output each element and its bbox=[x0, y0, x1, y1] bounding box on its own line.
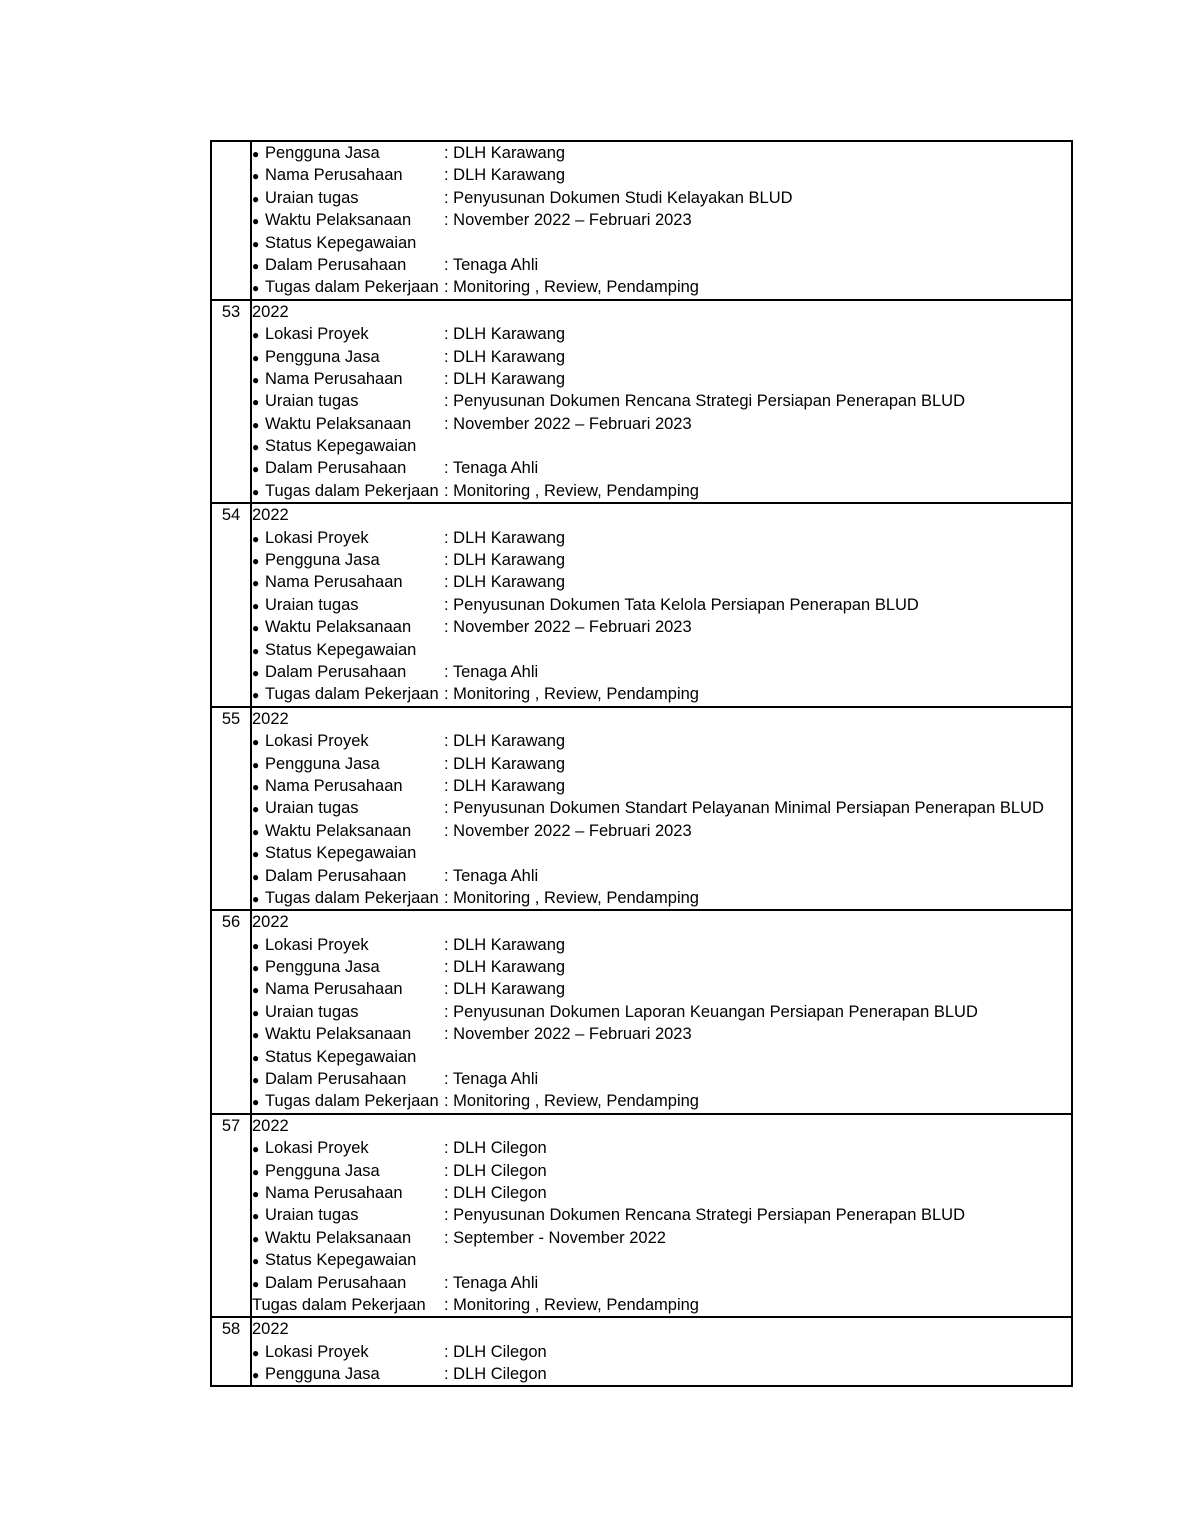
detail-label: Tugas dalam Pekerjaan bbox=[265, 481, 439, 500]
detail-value: : DLH Karawang bbox=[444, 573, 566, 592]
bullet-icon: ● bbox=[252, 688, 260, 703]
bullet-icon: ● bbox=[252, 395, 260, 410]
detail-value: : Monitoring , Review, Pendamping bbox=[444, 481, 699, 500]
detail-value: : DLH Cilegon bbox=[444, 1161, 547, 1180]
detail-line bbox=[252, 1160, 1071, 1182]
detail-label: Dalam Perusahaan bbox=[265, 255, 407, 274]
detail-line bbox=[252, 956, 1071, 978]
bullet-icon: ● bbox=[252, 757, 260, 772]
bullet-icon: ● bbox=[252, 1164, 260, 1179]
detail-line bbox=[252, 142, 1071, 164]
detail-line bbox=[252, 1090, 1071, 1112]
bullet-icon: ● bbox=[252, 643, 260, 658]
bullet-icon: ● bbox=[252, 891, 260, 906]
detail-line bbox=[252, 232, 1071, 254]
bullet-icon: ● bbox=[252, 1209, 260, 1224]
detail-line bbox=[252, 1182, 1071, 1204]
detail-label: Dalam Perusahaan bbox=[265, 1070, 407, 1089]
detail-line bbox=[252, 1363, 1071, 1385]
table-row bbox=[211, 1114, 1072, 1318]
detail-label: Pengguna Jasa bbox=[265, 551, 380, 570]
bullet-icon: ● bbox=[252, 983, 260, 998]
row-content bbox=[251, 503, 1072, 707]
detail-value: : DLH Karawang bbox=[444, 754, 566, 773]
row-year: 2022 bbox=[252, 506, 289, 525]
row-year: 2022 bbox=[252, 913, 289, 932]
detail-value: : November 2022 – Februari 2023 bbox=[444, 211, 692, 230]
detail-label: Lokasi Proyek bbox=[265, 325, 369, 344]
detail-line bbox=[252, 594, 1071, 616]
detail-label: Status Kepegawaian bbox=[265, 233, 417, 252]
row-number: 53 bbox=[211, 300, 251, 504]
detail-value: : Tenaga Ahli bbox=[444, 1070, 539, 1089]
detail-label: Lokasi Proyek bbox=[265, 528, 369, 547]
detail-value: : DLH Cilegon bbox=[444, 1139, 547, 1158]
detail-value: : DLH Karawang bbox=[444, 369, 566, 388]
table-row bbox=[211, 503, 1072, 707]
row-content bbox=[251, 910, 1072, 1114]
bullet-icon: ● bbox=[252, 1028, 260, 1043]
detail-value: : Monitoring , Review, Pendamping bbox=[444, 1092, 699, 1111]
row-content bbox=[251, 1114, 1072, 1318]
row-number: 54 bbox=[211, 503, 251, 707]
detail-value: : Penyusunan Dokumen Rencana Strategi Persiapan Penerapan BLUD bbox=[444, 392, 965, 411]
detail-label: Nama Perusahaan bbox=[265, 980, 403, 999]
detail-value: : Penyusunan Dokumen Studi Kelayakan BLUD bbox=[444, 188, 793, 207]
detail-line bbox=[252, 390, 1071, 412]
detail-label: Pengguna Jasa bbox=[265, 958, 380, 977]
detail-value: : DLH Karawang bbox=[444, 528, 566, 547]
bullet-icon: ● bbox=[252, 1231, 260, 1246]
detail-line bbox=[252, 368, 1071, 390]
detail-line bbox=[252, 978, 1071, 1000]
table-row bbox=[211, 300, 1072, 504]
bullet-icon: ● bbox=[252, 779, 260, 794]
detail-value: : DLH Karawang bbox=[444, 980, 566, 999]
detail-label: Dalam Perusahaan bbox=[265, 1273, 407, 1292]
bullet-icon: ● bbox=[252, 1073, 260, 1088]
bullet-icon: ● bbox=[252, 1186, 260, 1201]
bullet-icon: ● bbox=[252, 258, 260, 273]
bullet-icon: ● bbox=[252, 1368, 260, 1383]
table-row bbox=[211, 707, 1072, 911]
detail-value: : DLH Cilegon bbox=[444, 1183, 547, 1202]
detail-value: : DLH Karawang bbox=[444, 732, 566, 751]
detail-line bbox=[252, 323, 1071, 345]
detail-label: Tugas dalam Pekerjaan bbox=[265, 685, 439, 704]
bullet-icon: ● bbox=[252, 961, 260, 976]
bullet-icon: ● bbox=[252, 621, 260, 636]
detail-value: : Tenaga Ahli bbox=[444, 459, 539, 478]
detail-value: : September - November 2022 bbox=[444, 1228, 666, 1247]
detail-label: Tugas dalam Pekerjaan bbox=[265, 888, 439, 907]
detail-label: Nama Perusahaan bbox=[265, 369, 403, 388]
detail-value: : Monitoring , Review, Pendamping bbox=[444, 888, 699, 907]
detail-line bbox=[252, 730, 1071, 752]
table-row bbox=[211, 1317, 1072, 1386]
detail-label: Pengguna Jasa bbox=[265, 1161, 380, 1180]
bullet-icon: ● bbox=[252, 1050, 260, 1065]
detail-label: Uraian tugas bbox=[265, 188, 359, 207]
detail-value: : Monitoring , Review, Pendamping bbox=[444, 1295, 699, 1314]
detail-label: Pengguna Jasa bbox=[265, 347, 380, 366]
detail-line bbox=[252, 346, 1071, 368]
detail-line bbox=[252, 683, 1071, 705]
detail-label: Lokasi Proyek bbox=[265, 935, 369, 954]
detail-line bbox=[252, 1249, 1071, 1271]
detail-label: Waktu Pelaksanaan bbox=[265, 211, 412, 230]
row-year: 2022 bbox=[252, 709, 289, 728]
detail-line bbox=[252, 1272, 1071, 1294]
detail-label: Uraian tugas bbox=[265, 392, 359, 411]
detail-line bbox=[252, 934, 1071, 956]
bullet-icon: ● bbox=[252, 1142, 260, 1157]
detail-line bbox=[252, 753, 1071, 775]
bullet-icon: ● bbox=[252, 169, 260, 184]
detail-label: Uraian tugas bbox=[265, 595, 359, 614]
bullet-icon: ● bbox=[252, 869, 260, 884]
detail-value: : DLH Cilegon bbox=[444, 1342, 547, 1361]
detail-value: : DLH Karawang bbox=[444, 551, 566, 570]
detail-label: Tugas dalam Pekerjaan bbox=[265, 278, 439, 297]
bullet-icon: ● bbox=[252, 598, 260, 613]
row-number: 56 bbox=[211, 910, 251, 1114]
detail-value: : November 2022 – Februari 2023 bbox=[444, 1025, 692, 1044]
detail-line bbox=[252, 254, 1071, 276]
detail-label: Tugas dalam Pekerjaan bbox=[252, 1295, 426, 1314]
detail-label: Waktu Pelaksanaan bbox=[265, 1228, 412, 1247]
detail-label: Waktu Pelaksanaan bbox=[265, 1025, 412, 1044]
bullet-icon: ● bbox=[252, 417, 260, 432]
bullet-icon: ● bbox=[252, 440, 260, 455]
detail-value: : DLH Karawang bbox=[444, 935, 566, 954]
detail-label: Waktu Pelaksanaan bbox=[265, 821, 412, 840]
detail-label: Dalam Perusahaan bbox=[265, 866, 407, 885]
bullet-icon: ● bbox=[252, 735, 260, 750]
detail-line bbox=[252, 842, 1071, 864]
detail-line bbox=[252, 571, 1071, 593]
detail-line bbox=[252, 209, 1071, 231]
detail-value: : DLH Karawang bbox=[444, 958, 566, 977]
bullet-icon: ● bbox=[252, 191, 260, 206]
bullet-icon: ● bbox=[252, 1005, 260, 1020]
detail-line bbox=[252, 457, 1071, 479]
detail-line bbox=[252, 1294, 1071, 1316]
detail-label: Lokasi Proyek bbox=[265, 1139, 369, 1158]
detail-line bbox=[252, 413, 1071, 435]
detail-line bbox=[252, 1023, 1071, 1045]
detail-value: : Penyusunan Dokumen Laporan Keuangan Persiapan Penerapan BLUD bbox=[444, 1002, 978, 1021]
detail-line bbox=[252, 549, 1071, 571]
bullet-icon: ● bbox=[252, 938, 260, 953]
detail-label: Lokasi Proyek bbox=[265, 732, 369, 751]
detail-value: : November 2022 – Februari 2023 bbox=[444, 618, 692, 637]
detail-value: : Tenaga Ahli bbox=[444, 866, 539, 885]
detail-label: Nama Perusahaan bbox=[265, 166, 403, 185]
detail-label: Pengguna Jasa bbox=[265, 144, 380, 162]
detail-line bbox=[252, 865, 1071, 887]
detail-line bbox=[252, 480, 1071, 502]
row-number bbox=[211, 141, 251, 300]
detail-value: : Penyusunan Dokumen Rencana Strategi Persiapan Penerapan BLUD bbox=[444, 1206, 965, 1225]
bullet-icon: ● bbox=[252, 372, 260, 387]
detail-line bbox=[252, 616, 1071, 638]
detail-line bbox=[252, 1227, 1071, 1249]
detail-value: : DLH Cilegon bbox=[444, 1365, 547, 1384]
row-year: 2022 bbox=[252, 1116, 289, 1135]
detail-label: Status Kepegawaian bbox=[265, 437, 417, 456]
row-number: 57 bbox=[211, 1114, 251, 1318]
detail-value: : DLH Karawang bbox=[444, 325, 566, 344]
detail-line bbox=[252, 1001, 1071, 1023]
bullet-icon: ● bbox=[252, 531, 260, 546]
bullet-icon: ● bbox=[252, 236, 260, 251]
detail-line bbox=[252, 639, 1071, 661]
detail-line bbox=[252, 1341, 1071, 1363]
detail-value: : Penyusunan Dokumen Standart Pelayanan Minimal Persiapan Penerapan BLUD bbox=[444, 799, 1044, 818]
detail-line bbox=[252, 187, 1071, 209]
detail-value: : Tenaga Ahli bbox=[444, 662, 539, 681]
detail-label: Nama Perusahaan bbox=[265, 776, 403, 795]
detail-value: : Monitoring , Review, Pendamping bbox=[444, 685, 699, 704]
detail-value: : DLH Karawang bbox=[444, 776, 566, 795]
detail-line bbox=[252, 276, 1071, 298]
detail-line bbox=[252, 1046, 1071, 1068]
detail-line bbox=[252, 1137, 1071, 1159]
detail-label: Lokasi Proyek bbox=[265, 1342, 369, 1361]
detail-line bbox=[252, 887, 1071, 909]
detail-label: Waktu Pelaksanaan bbox=[265, 414, 412, 433]
bullet-icon: ● bbox=[252, 462, 260, 477]
table-body bbox=[211, 141, 1072, 1386]
detail-line bbox=[252, 435, 1071, 457]
table-row bbox=[211, 141, 1072, 300]
detail-label: Dalam Perusahaan bbox=[265, 459, 407, 478]
row-number: 58 bbox=[211, 1317, 251, 1386]
row-number: 55 bbox=[211, 707, 251, 911]
bullet-icon: ● bbox=[252, 1276, 260, 1291]
detail-value: : DLH Karawang bbox=[444, 166, 566, 185]
detail-value: : November 2022 – Februari 2023 bbox=[444, 414, 692, 433]
detail-label: Pengguna Jasa bbox=[265, 1365, 380, 1384]
bullet-icon: ● bbox=[252, 328, 260, 343]
detail-label: Status Kepegawaian bbox=[265, 844, 417, 863]
row-content bbox=[251, 707, 1072, 911]
detail-label: Tugas dalam Pekerjaan bbox=[265, 1092, 439, 1111]
detail-line bbox=[252, 527, 1071, 549]
bullet-icon: ● bbox=[252, 214, 260, 229]
bullet-icon: ● bbox=[252, 665, 260, 680]
detail-line bbox=[252, 1204, 1071, 1226]
detail-line bbox=[252, 164, 1071, 186]
detail-value: : Tenaga Ahli bbox=[444, 255, 539, 274]
bullet-icon: ● bbox=[252, 847, 260, 862]
row-content bbox=[251, 141, 1072, 300]
experience-table bbox=[210, 140, 1073, 1387]
bullet-icon: ● bbox=[252, 576, 260, 591]
detail-label: Uraian tugas bbox=[265, 799, 359, 818]
bullet-icon: ● bbox=[252, 484, 260, 499]
detail-line bbox=[252, 820, 1071, 842]
detail-label: Status Kepegawaian bbox=[265, 640, 417, 659]
bullet-icon: ● bbox=[252, 281, 260, 296]
bullet-icon: ● bbox=[252, 1345, 260, 1360]
detail-value: : Monitoring , Review, Pendamping bbox=[444, 278, 699, 297]
bullet-icon: ● bbox=[252, 802, 260, 817]
detail-label: Uraian tugas bbox=[265, 1206, 359, 1225]
bullet-icon: ● bbox=[252, 824, 260, 839]
bullet-icon: ● bbox=[252, 1095, 260, 1110]
detail-value: : November 2022 – Februari 2023 bbox=[444, 821, 692, 840]
row-year: 2022 bbox=[252, 1320, 289, 1339]
detail-label: Nama Perusahaan bbox=[265, 1183, 403, 1202]
bullet-icon: ● bbox=[252, 1254, 260, 1269]
detail-value: : Penyusunan Dokumen Tata Kelola Persiapan Penerapan BLUD bbox=[444, 595, 919, 614]
row-year: 2022 bbox=[252, 302, 289, 321]
detail-label: Status Kepegawaian bbox=[265, 1251, 417, 1270]
detail-label: Dalam Perusahaan bbox=[265, 662, 407, 681]
bullet-icon: ● bbox=[252, 147, 260, 161]
table-row bbox=[211, 910, 1072, 1114]
bullet-icon: ● bbox=[252, 350, 260, 365]
detail-label: Uraian tugas bbox=[265, 1002, 359, 1021]
row-content bbox=[251, 300, 1072, 504]
detail-line bbox=[252, 1068, 1071, 1090]
detail-line bbox=[252, 775, 1071, 797]
detail-label: Waktu Pelaksanaan bbox=[265, 618, 412, 637]
detail-line bbox=[252, 797, 1071, 819]
detail-value: : DLH Karawang bbox=[444, 144, 566, 162]
detail-line bbox=[252, 661, 1071, 683]
bullet-icon: ● bbox=[252, 554, 260, 569]
detail-value: : Tenaga Ahli bbox=[444, 1273, 539, 1292]
detail-label: Nama Perusahaan bbox=[265, 573, 403, 592]
row-content bbox=[251, 1317, 1072, 1386]
detail-label: Status Kepegawaian bbox=[265, 1047, 417, 1066]
detail-value: : DLH Karawang bbox=[444, 347, 566, 366]
detail-label: Pengguna Jasa bbox=[265, 754, 380, 773]
